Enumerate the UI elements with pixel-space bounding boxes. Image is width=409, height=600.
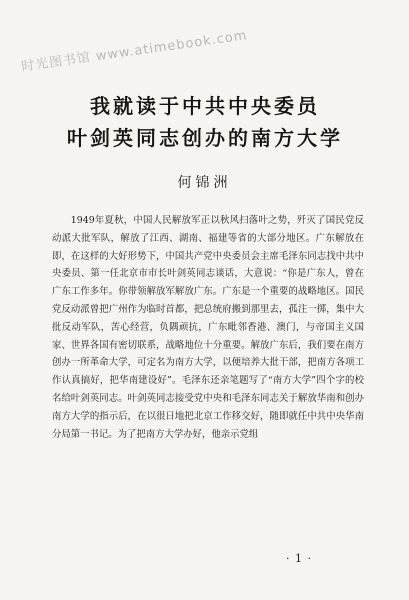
- page-number: · 1 ·: [286, 552, 312, 565]
- body-paragraph: 1949年夏秋，中国人民解放军正以秋风扫落叶之势，歼灭了国民党反动派大批军队，解放了江西、湖南、福建等省的大部分地区。广东解放在即，在这样的大好形势下，中国共产党中央委员会主席毛泽东同志找中共中央委员、第一任北京市市长叶剑英同志谈话，大意说：“你是广东人，曾在广东工作多年。你带领解放军解放广东。广东是一个重要的战略地区。国民党反动派曾把广州作为临时首都，把总统府搬到那里去，孤注一掷，集中大批反动军队，苦心经营，负隅顽抗，广东毗邻香港、澳门，与帝国主义国家、世界各国有密切联系，战略地位十分重要。解放广东后，我们要在南方创办一所革命大学，可定名为南方大学，以便培养大批干部，把南方各项工作认真搞好，把华南建设好”。毛泽东还亲笔题写了“南方大学”四个字的校名给叶剑英同志。叶剑英同志接受党中央和毛泽东同志关于解放华南和创办南方大学的指示后，在以很日地把北京工作移交好，随即就任中共中央华南分局第一书记。为了把南方大学办好，他亲示党组: [52, 215, 364, 440]
- author-name: 何锦洲: [177, 175, 232, 191]
- title-line-1: 我就读于中共中央委员: [90, 94, 320, 118]
- title-line-2: 叶剑英同志创办的南方大学: [67, 126, 343, 150]
- watermark-text: 时光图书馆 www.atimebook.com: [20, 28, 249, 75]
